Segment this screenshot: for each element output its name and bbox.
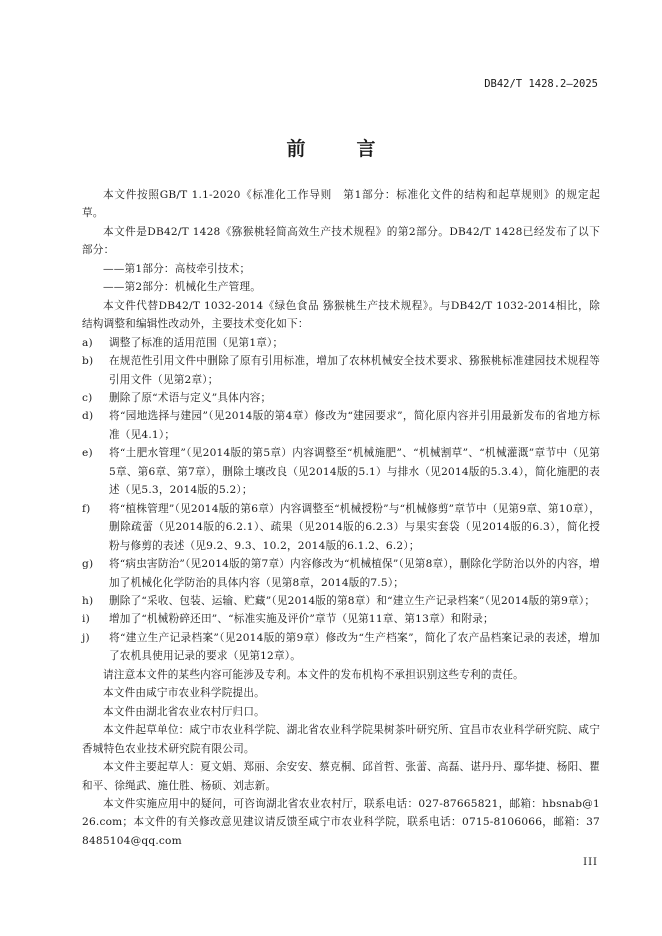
- change-item: [82, 555, 600, 592]
- proposer-statement: 本文件由咸宁市农业科学院提出。: [103, 687, 265, 700]
- change-item-text: 删除了“采收、包装、运输、贮藏”（见2014版的第8章）和“建立生产记录档案”（见2014版的第9章）；: [109, 594, 596, 607]
- part-item: ——第2部分：机械化生产管理。: [103, 281, 262, 294]
- change-item-label: a): [82, 336, 93, 349]
- change-item-label: j): [82, 631, 90, 644]
- change-item-text: 在规范性引用文件中删除了原有引用标准，增加了农林机械安全技术要求、猕猴桃标准建园技术规程等引用文件（见第2章）；: [109, 355, 600, 386]
- change-item-text: 将“病虫害防治”（见2014版的第7章）内容修改为“机械植保”（见第8章），删除化学防治以外的内容，增加了机械化化学防治的具体内容（见第8章，2014版的7.5）；: [109, 558, 600, 589]
- change-item-label: c): [82, 391, 93, 404]
- change-item-label: b): [82, 355, 94, 368]
- document-id: DB42/T 1428.2—2025: [484, 78, 598, 90]
- change-item-label: g): [82, 558, 94, 571]
- change-item: [82, 352, 600, 389]
- replacement-paragraph: 本文件代替DB42/T 1032-2014《绿色食品 猕猴桃生产技术规程》。与DB42/T 1032-2014相比，除结构调整和编辑性改动外，主要技术变化如下：: [82, 299, 600, 331]
- change-item-text: 删除了原“术语与定义”具体内容；: [109, 391, 272, 404]
- change-item: [82, 389, 600, 407]
- change-item-text: 将“园地选择与建园”（见2014版的第4章）修改为“建园要求”，简化原内容并引用最新发布的省地方标准（见4.1）；: [109, 410, 600, 441]
- change-item: [82, 592, 600, 610]
- part-item: ——第1部分：高枝牵引技术；: [103, 262, 251, 275]
- drafters: 本文件主要起草人：夏文娟、郑丽、余安安、蔡克桐、邱首哲、张蕾、高磊、谌丹丹、鄢华捷、杨阳、瞿和平、徐绳武、施仕胜、杨硕、刘志新。: [82, 761, 600, 792]
- foreword-body: [82, 186, 600, 850]
- change-item-text: 增加了“机械粉碎还田”、“标准实施及评价”章节（见第11章、第13章）和附录；: [109, 613, 494, 626]
- change-item-label: e): [82, 447, 93, 460]
- page-title: 前 言: [286, 138, 392, 160]
- change-item-label: h): [82, 594, 94, 607]
- contact-info: 本文件实施应用中的疑问，可咨询湖北省农业农村厅，联系电话：027-87665821，邮箱：hbsnab@126.com；本文件的有关修改意见建议请反馈至咸宁市农业科学院，联系电话：0715-8106066，邮箱：378485104@qq.com: [82, 797, 600, 847]
- change-item: [82, 610, 600, 628]
- drafting-units: 本文件起草单位：咸宁市农业科学院、湖北省农业科学院果树茶叶研究所、宜昌市农业科学研究院、咸宁香城特色农业技术研究院有限公司。: [82, 724, 600, 755]
- change-item: [82, 407, 600, 444]
- change-item-text: 将“土肥水管理”（见2014版的第5章）内容调整至“机械施肥”、“机械割草”、“机械灌溉”章节中（见第5章、第6章、第7章），删除土壤改良（见2014版的5.1）与排水（见2014版的5.3.4），简化施肥的表述（见5.3，2014版的5.2）；: [109, 447, 600, 497]
- change-item-label: d): [82, 410, 94, 423]
- change-item-text: 调整了标准的适用范围（见第1章）；: [109, 336, 284, 349]
- page-number: III: [583, 857, 598, 868]
- intro-paragraph: 本文件按照GB/T 1.1-2020《标准化工作导则 第1部分：标准化文件的结构和起草规则》的规定起草。: [82, 189, 600, 220]
- change-item-text: 将“植株管理”（见2014版的第6章）内容调整至“机械授粉”与“机械修剪”章节中（见第9章、第10章），删除疏蕾（见2014版的6.2.1）、疏果（见2014版的6.2.3）与果实套袋（见2014版的6.3），简化授粉与修剪的表述（见9.2、9.3、10.2，2014版的6.1.2、6.2）；: [109, 502, 600, 552]
- intro-paragraph: 本文件是DB42/T 1428《猕猴桃轻简高效生产技术规程》的第2部分。DB42/T 1428已经发布了以下部分：: [82, 225, 600, 257]
- change-item-label: i): [82, 613, 90, 626]
- change-item-label: f): [82, 502, 91, 515]
- change-item: [82, 629, 600, 666]
- change-item: [82, 334, 600, 352]
- change-item: [82, 444, 600, 499]
- patent-notice: 请注意本文件的某些内容可能涉及专利。本文件的发布机构不承担识别这些专利的责任。: [103, 668, 524, 681]
- authority-statement: 本文件由湖北省农业农村厅归口。: [103, 705, 265, 718]
- change-item: [82, 500, 600, 555]
- change-item-text: 将“建立生产记录档案”（见2014版的第9章）修改为“生产档案”，简化了农产品档案记录的表述，增加了农机具使用记录的要求（见第12章）。: [109, 631, 600, 663]
